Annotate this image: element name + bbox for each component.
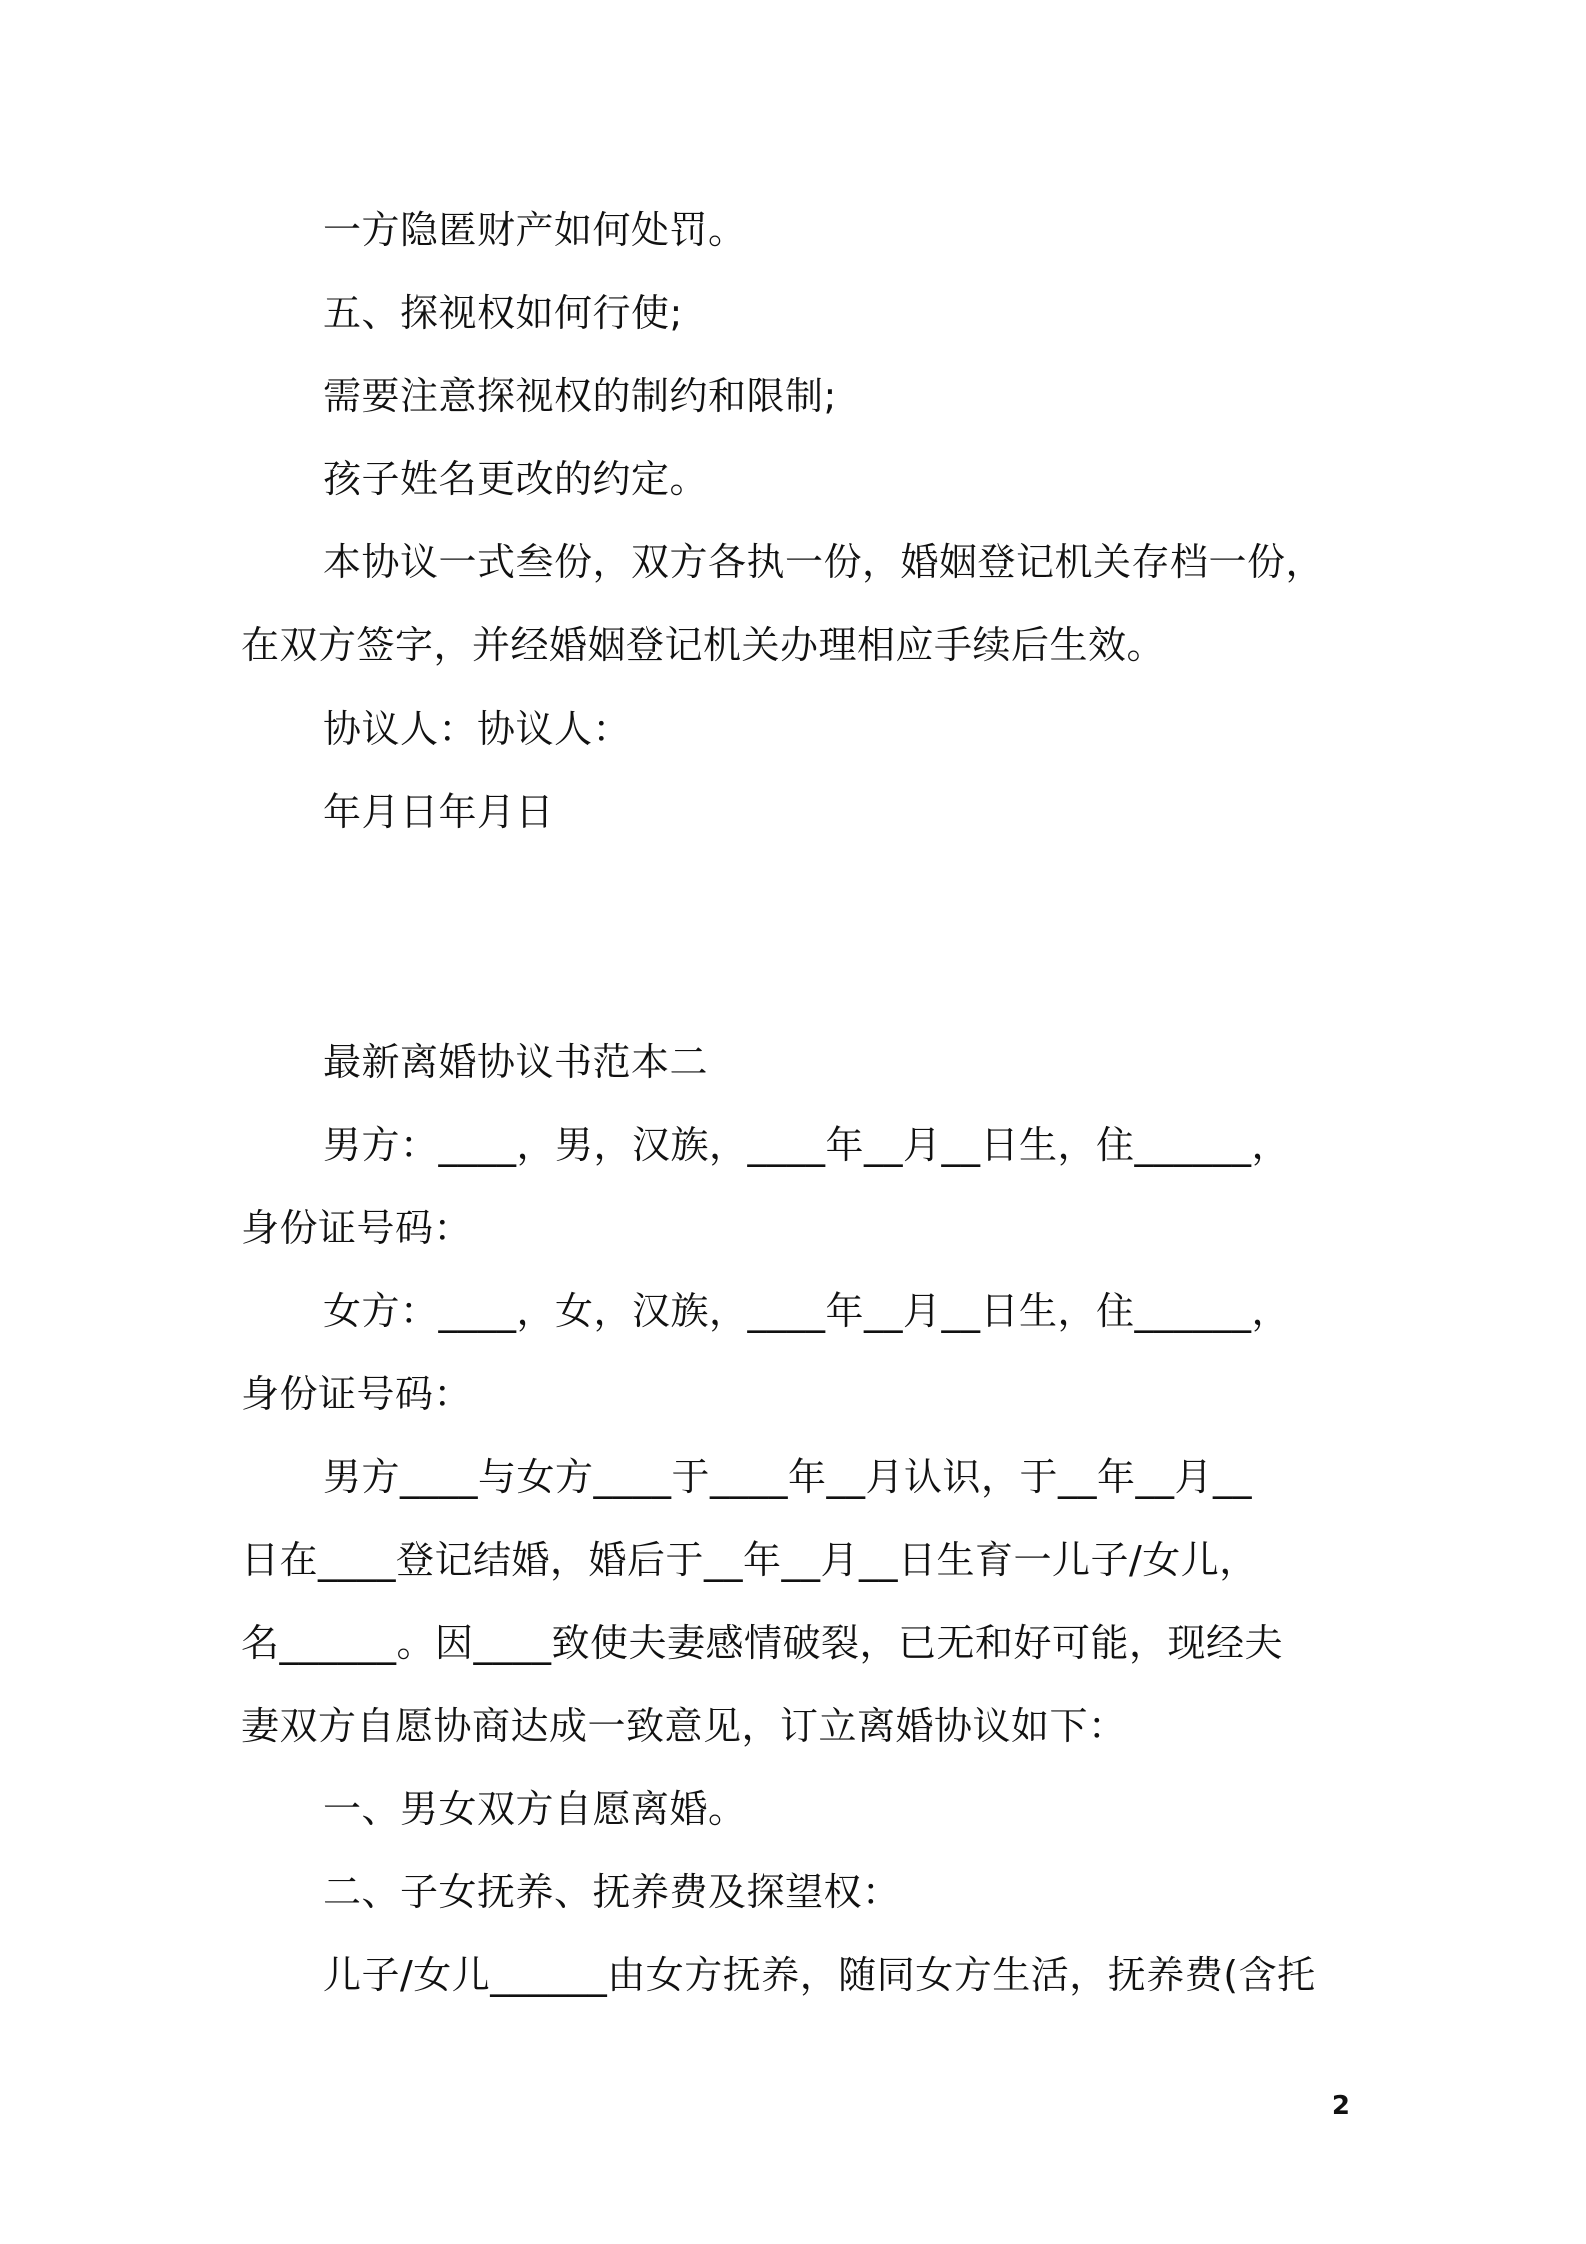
text-line: 妻双方自愿协商达成一致意见，订立离婚协议如下： [241, 1704, 1127, 1748]
text-line: 男方____与女方____于____年__月认识，于__年__月__ [323, 1455, 1253, 1499]
text-line: 五、探视权如何行使; [323, 291, 683, 335]
section-title: 最新离婚协议书范本二 [323, 1040, 709, 1084]
text-line: 儿子/女儿______由女方抚养，随同女方生活，抚养费(含托 [323, 1953, 1316, 1997]
text-line: 需要注意探视权的制约和限制; [323, 374, 837, 418]
text-line: 女方：____，女，汉族，____年__月__日生，住______， [323, 1289, 1291, 1333]
text-line: 孩子姓名更改的约定。 [323, 457, 709, 501]
text-line: 男方：____，男，汉族，____年__月__日生，住______， [323, 1123, 1291, 1167]
text-line: 在双方签字，并经婚姻登记机关办理相应手续后生效。 [241, 623, 1166, 667]
text-line: 一、男女双方自愿离婚。 [323, 1787, 747, 1831]
text-line: 一方隐匿财产如何处罚。 [323, 208, 747, 252]
text-line: 身份证号码： [241, 1206, 473, 1250]
text-line: 名______。因____致使夫妻感情破裂，已无和好可能，现经夫 [241, 1621, 1284, 1665]
text-line: 日在____登记结婚，婚后于__年__月__日生育一儿子/女儿， [241, 1538, 1258, 1582]
signatory-line: 协议人：协议人： [323, 707, 632, 751]
page-number: 2 [1331, 2091, 1350, 2121]
text-line: 本协议一式叁份，双方各执一份，婚姻登记机关存档一份， [323, 540, 1325, 584]
text-line: 二、子女抚养、抚养费及探望权： [323, 1870, 901, 1914]
date-line: 年月日年月日 [323, 790, 555, 834]
text-line: 身份证号码： [241, 1372, 473, 1416]
